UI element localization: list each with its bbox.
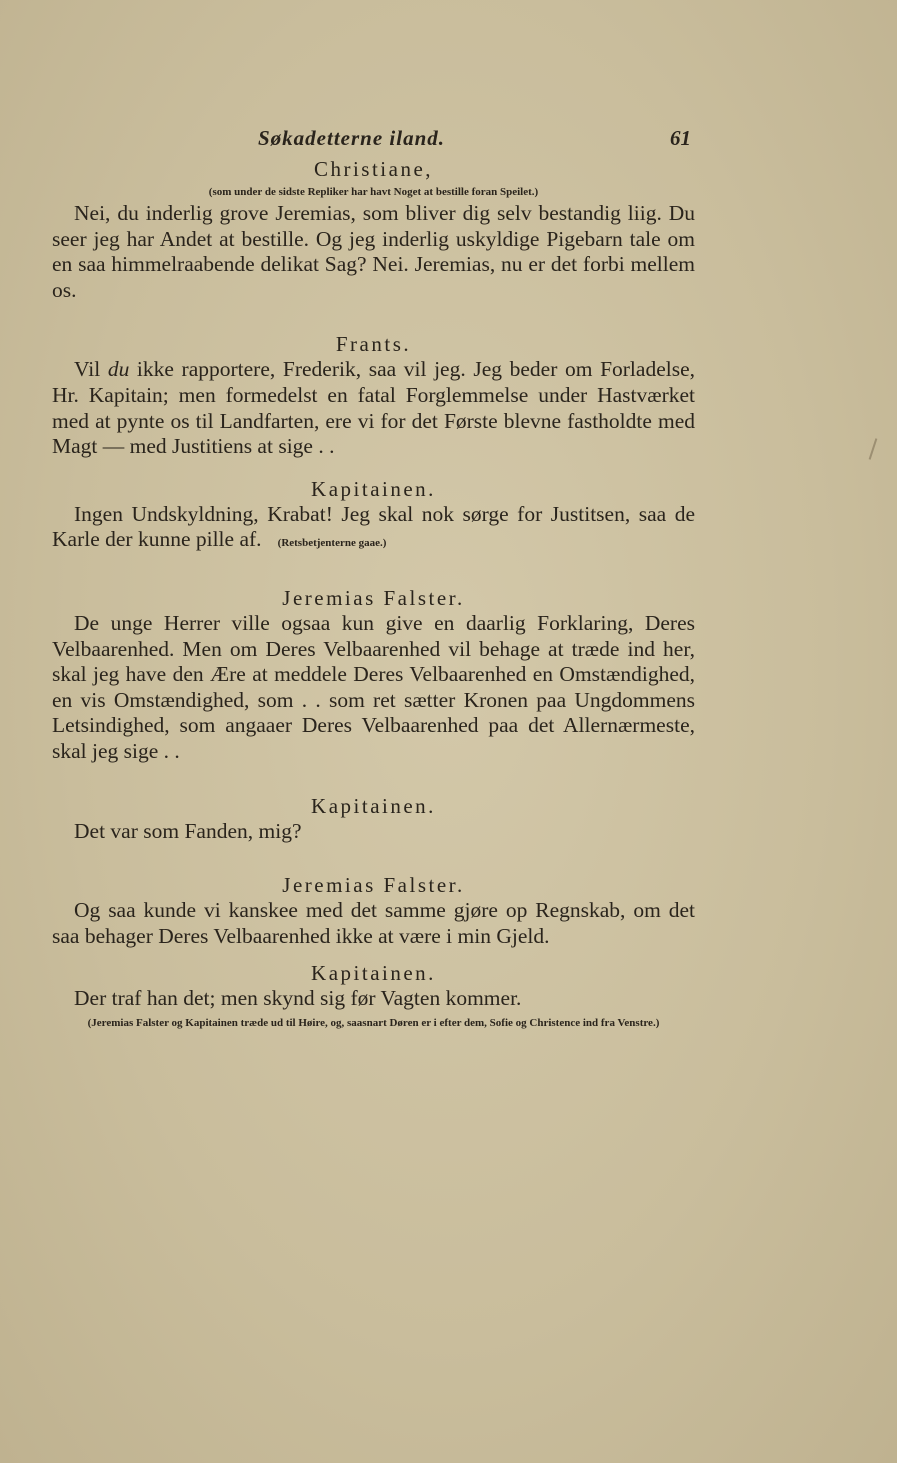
speech-text-body: Ingen Undskyldning, Krabat! Jeg skal nok sørge for Justitsen, saa de Karle der kunne pille af. <box>52 501 695 552</box>
speaker-name: Frants. <box>335 332 412 357</box>
speaker-name: Jeremias Falster. <box>282 585 465 610</box>
speaker-name: Kapitainen. <box>311 961 436 986</box>
speech-text <box>52 502 695 557</box>
speech-text-emphasis: du <box>107 357 130 382</box>
speaker-name: Christiane, <box>313 157 434 181</box>
page-header <box>52 120 695 156</box>
speech-text-lead: Vil <box>74 357 108 382</box>
book-page <box>52 120 695 1030</box>
speech-text-rest: ikke rapportere, Frederik, saa vil jeg. Jeg beder om Forladelse, Hr. Kapitain; men formedelst en fatal Forglemmelse under Hastværket med at pynte os til Landfarten, ere vi for det Første blevne fastholdte med Magt — med Justitiens at sige . . <box>52 357 695 459</box>
speech-text: De unge Herrer ville ogsaa kun give en daarlig Forklaring, Deres Velbaarenhed. Men om Deres Velbaarenhed vil behage at træde ind her, skal jeg have den Ære at meddele Deres Velbaarenhed en Omstændighed, en vis Omstændighed, som . . som ret sætter Kronen paa Ungdommens Letsindighed, som angaaer Deres Velbaarenhed paa det Allernærmeste, skal jeg sige . . <box>52 610 695 763</box>
paper-mark <box>869 438 878 460</box>
speaker-name: Jeremias Falster. <box>282 873 465 898</box>
speech-text: Og saa kunde vi kanskee med det samme gjøre op Regnskab, om det saa behager Deres Velbaarenhed ikke at være i min Gjeld. <box>52 898 695 948</box>
running-title: Søkadetterne iland. <box>258 126 446 150</box>
speaker-name: Kapitainen. <box>311 793 436 818</box>
speech-text <box>52 357 695 459</box>
page-number: 61 <box>670 126 691 150</box>
speaker-name: Kapitainen. <box>311 476 436 501</box>
stage-direction: (Jeremias Falster og Kapitainen træde ud til Høire, og, saasnart Døren er i efter dem, Sofie og Christence ind fra Venstre.) <box>87 1016 660 1029</box>
speech-text: Nei, du inderlig grove Jeremias, som bliver dig selv bestandig liig. Du seer jeg har Andet at bestille. Og jeg inderlig uskyldige Pigebarn tale om en saa himmelraabende delikat Sag? Nei. Jeremias, nu er det forbi mellem os. <box>52 201 695 302</box>
speech-text: Der traf han det; men skynd sig før Vagten kommer. <box>74 986 522 1011</box>
stage-direction: (Retsbetjenterne gaae.) <box>277 537 387 550</box>
speech-text: Det var som Fanden, mig? <box>74 818 302 843</box>
stage-direction: (som under de sidste Repliker har havt Noget at bestille foran Speilet.) <box>208 186 539 198</box>
